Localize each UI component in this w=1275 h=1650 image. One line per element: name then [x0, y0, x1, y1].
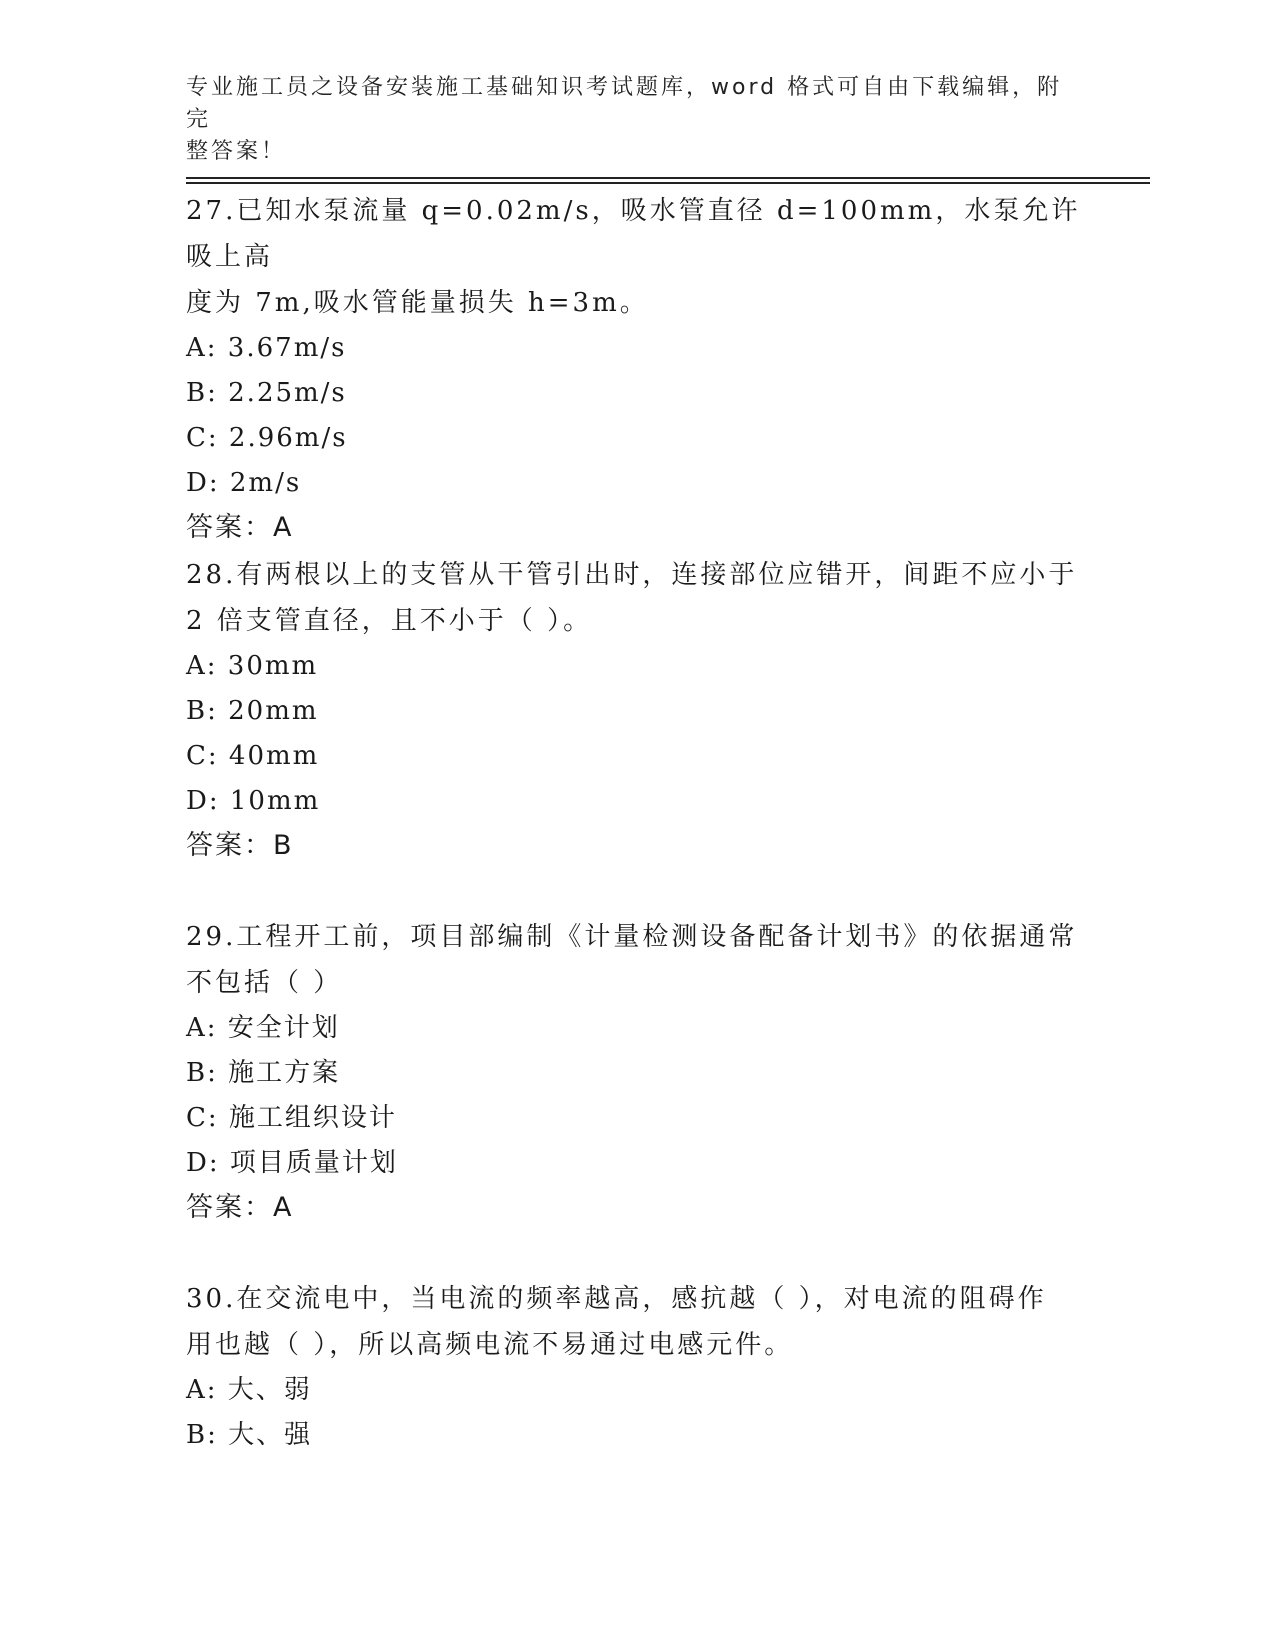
- question-stem-line-2: 2 倍支管直径，且不小于（ ）。: [186, 606, 593, 636]
- header-divider-top: [186, 177, 1150, 179]
- option-a: A: 30mm: [186, 651, 319, 681]
- question-stem-line-1: 30.在交流电中，当电流的频率越高，感抗越（ ），对电流的阻碍作: [186, 1284, 1047, 1314]
- option-b: B: 2.25m/s: [186, 378, 347, 408]
- question-stem-line-1: 29.工程开工前，项目部编制《计量检测设备配备计划书》的依据通常: [186, 922, 1078, 952]
- option-a: A: 大、弱: [186, 1375, 312, 1405]
- option-d: D: 2m/s: [186, 468, 302, 498]
- question-stem-line-1: 28.有两根以上的支管从干管引出时，连接部位应错开，间距不应小于: [186, 560, 1078, 590]
- answer: 答案：B: [186, 830, 294, 861]
- answer: 答案：A: [186, 512, 294, 543]
- header-divider-bottom: [186, 182, 1150, 184]
- answer: 答案：A: [186, 1192, 294, 1223]
- option-d: D: 项目质量计划: [186, 1148, 398, 1178]
- header-line-1: 专业施工员之设备安装施工基础知识考试题库，word 格式可自由下载编辑，附完: [186, 75, 1063, 132]
- question-stem-line-2: 度为 7m,吸水管能量损失 h=3m。: [186, 288, 649, 318]
- question-30: [186, 1276, 1086, 1458]
- option-b: B: 大、强: [186, 1420, 313, 1450]
- question-stem-line-2: 用也越（ ），所以高频电流不易通过电感元件。: [186, 1330, 794, 1360]
- question-stem-line-1: 27.已知水泵流量 q=0.02m/s，吸水管直径 d=100mm，水泵允许吸上高: [186, 196, 1081, 272]
- question-28: [186, 552, 1086, 868]
- option-c: C: 2.96m/s: [186, 423, 348, 453]
- option-b: B: 施工方案: [186, 1058, 341, 1088]
- option-d: D: 10mm: [186, 786, 321, 816]
- document-header: [186, 72, 1066, 168]
- option-b: B: 20mm: [186, 696, 319, 726]
- question-29: [186, 914, 1086, 1230]
- question-27: [186, 188, 1086, 550]
- option-c: C: 施工组织设计: [186, 1103, 397, 1133]
- option-a: A: 3.67m/s: [186, 333, 347, 363]
- option-c: C: 40mm: [186, 741, 320, 771]
- header-line-2: 整答案！: [186, 139, 287, 164]
- option-a: A: 安全计划: [186, 1013, 340, 1043]
- question-stem-line-2: 不包括（ ）: [186, 968, 343, 998]
